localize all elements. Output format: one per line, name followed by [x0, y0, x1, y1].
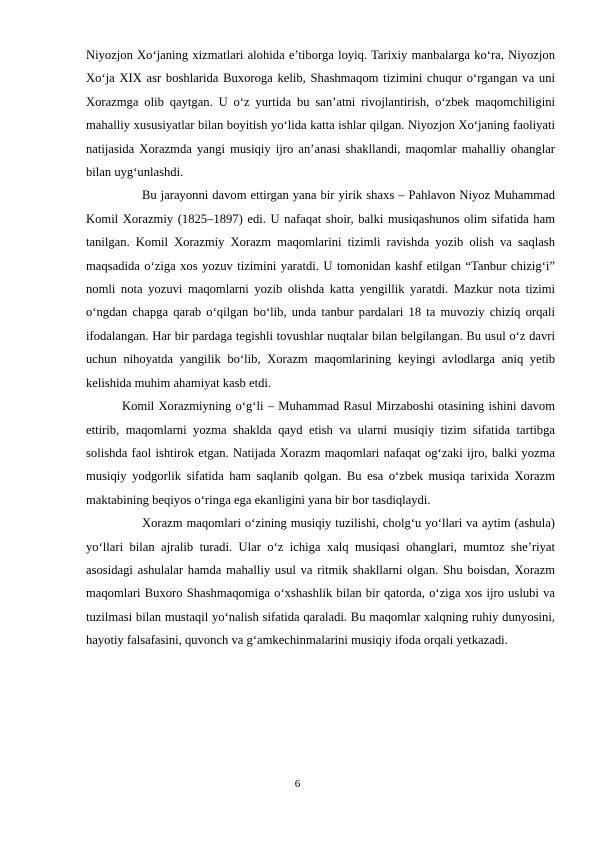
document-body	[86, 44, 555, 653]
paragraph-4: Xorazm maqomlari o‘zining musiqiy tuzilishi, cholg‘u yo‘llari va aytim (ashula) yo‘llari bilan ajralib turadi. Ular o‘z ichiga xalq musiqasi ohanglari, mumtoz she’riyat asosidagi ashulalar hamda mahalliy usul va ritmik shakllarni olgan. Shu boisdan, Xorazm maqomlari Buxoro Shashmaqomiga o‘xshashlik bilan bir qatorda, o‘ziga xos ijro uslubi va tuzilmasi bilan mustaqil yo‘nalish sifatida qaraladi. Bu maqomlar xalqning ruhiy dunyosini, hayotiy falsafasini, quvonch va g‘amkechinmalarini musiqiy ifoda orqali yetkazadi.	[86, 516, 555, 648]
paragraph-1: Niyozjon Xo‘janing xizmatlari alohida e’tiborga loyiq. Tarixiy manbalarga ko‘ra, Niyozjon Xo‘ja XIX asr boshlarida Buxoroga kelib, Shashmaqom tizimini chuqur o‘rgangan va uni Xorazmga olib qaytgan. U o‘z yurtida bu san’atni rivojlantirish, o‘zbek maqomchiligini mahalliy xususiyatlar bilan boyitish yo‘lida katta ishlar qilgan. Niyozjon Xo‘janing faoliyati natijasida Xorazmda yangi musiqiy ijro an’anasi shakllandi, maqomlar mahalliy ohanglar bilan uyg‘unlashdi.	[86, 48, 555, 180]
paragraph-3: Komil Xorazmiyning o‘g‘li – Muhammad Rasul Mirzaboshi otasining ishini davom ettirib, maqomlarni yozma shaklda qayd etish va ularni musiqiy tizim sifatida tartibga solishda faol ishtirok etgan. Natijada Xorazm maqomlari nafaqat og‘zaki ijro, balki yozma musiqiy yodgorlik sifatida ham saqlanib qolgan. Bu esa o‘zbek musiqa tarixida Xorazm maktabining beqiyos o‘ringa ega ekanligini yana bir bor tasdiqlaydi.	[86, 399, 555, 507]
page-number: 6	[294, 778, 301, 790]
paragraph-2: Bu jarayonni davom ettirgan yana bir yirik shaxs – Pahlavon Niyoz Muhammad Komil Xorazmiy (1825–1897) edi. U nafaqat shoir, balki musiqashunos olim sifatida ham tanilgan. Komil Xorazmiy Xorazm maqomlarini tizimli ravishda yozib olish va saqlash maqsadida o‘ziga xos yozuv tizimini yaratdi. U tomonidan kashf etilgan “Tanbur chizig‘i” nomli nota yozuvi maqomlarni yozib olishda katta yengillik yaratdi. Mazkur nota tizimi o‘ngdan chapga qarab o‘qilgan bo‘lib, unda tanbur pardalari 18 ta muvoziy chiziq orqali ifodalangan. Har bir pardaga tegishli tovushlar nuqtalar bilan belgilangan. Bu usul o‘z davri uchun nihoyatda yangilik bo‘lib, Xorazm maqomlarining keyingi avlodlarga aniq yetib kelishida muhim ahamiyat kasb etdi.	[86, 188, 555, 390]
